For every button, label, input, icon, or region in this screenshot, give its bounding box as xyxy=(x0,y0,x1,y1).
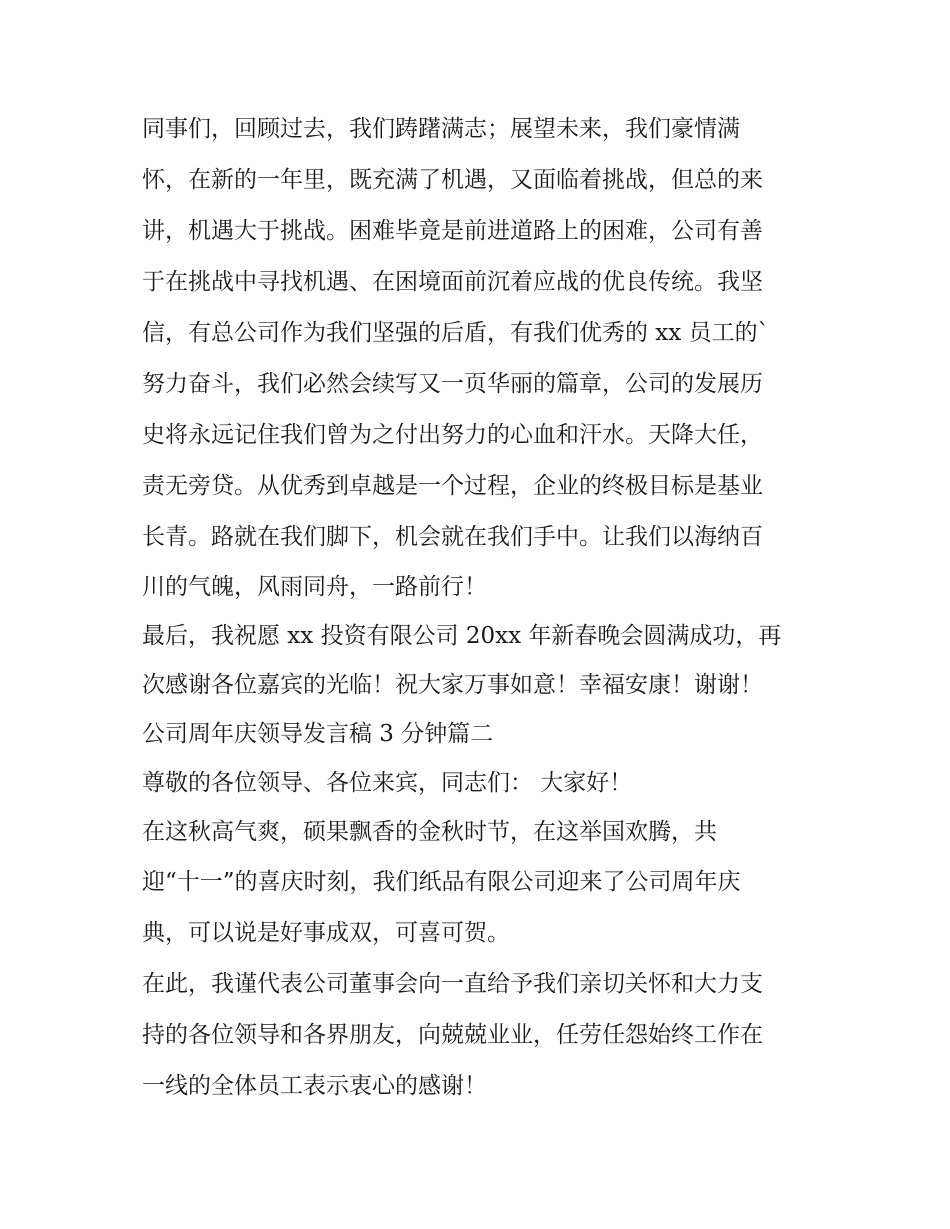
text-line: 迎“十一”的喜庆时刻，我们纸品有限公司迎来了公司周年庆 xyxy=(142,869,741,895)
text-line: 持的各位领导和各界朋友，向兢兢业业，任劳任怨始终工作在 xyxy=(142,1022,763,1048)
text-line: 在这秋高气爽，硕果飘香的金秋时节，在这举国欢腾，共 xyxy=(142,819,717,845)
text-line: 怀，在新的一年里，既充满了机遇，又面临着挑战，但总的来 xyxy=(142,167,763,193)
text-line: 次感谢各位嘉宾的光临！祝大家万事如意！幸福安康！谢谢！ xyxy=(142,672,763,698)
text-line: 一线的全体员工表示衷心的感谢！ xyxy=(142,1073,487,1099)
text-line: 同事们，回顾过去，我们踌躇满志；展望未来，我们豪情满 xyxy=(142,116,740,142)
text-line: 信，有总公司作为我们坚强的后盾，有我们优秀的 xx 员工的` xyxy=(142,320,770,346)
text-line: 讲，机遇大于挑战。困难毕竟是前进道路上的困难，公司有善 xyxy=(142,218,763,244)
text-line: 于在挑战中寻找机遇、在困境面前沉着应战的优良传统。我坚 xyxy=(142,269,763,295)
text-line: 长青。路就在我们脚下，机会就在我们手中。让我们以海纳百 xyxy=(142,524,763,550)
text-line: 责无旁贷。从优秀到卓越是一个过程，企业的终极目标是基业 xyxy=(142,473,763,499)
text-line: 努力奋斗，我们必然会续写又一页华丽的篇章，公司的发展历 xyxy=(142,371,763,397)
section-heading: 公司周年庆领导发言稿 3 分钟篇二 xyxy=(142,721,494,747)
document-body xyxy=(142,104,822,1112)
salutation-line: 尊敬的各位领导、各位来宾，同志们： 大家好！ xyxy=(142,770,633,796)
text-line: 最后，我祝愿 xx 投资有限公司 20xx 年新春晚会圆满成功，再 xyxy=(142,623,782,649)
text-line: 史将永远记住我们曾为之付出努力的心血和汗水。天降大任， xyxy=(142,422,763,448)
text-line: 典，可以说是好事成双，可喜可贺。 xyxy=(142,920,510,946)
text-line: 川的气魄，风雨同舟，一路前行！ xyxy=(142,574,487,600)
text-line: 在此，我谨代表公司董事会向一直给予我们亲切关怀和大力支 xyxy=(142,971,763,997)
